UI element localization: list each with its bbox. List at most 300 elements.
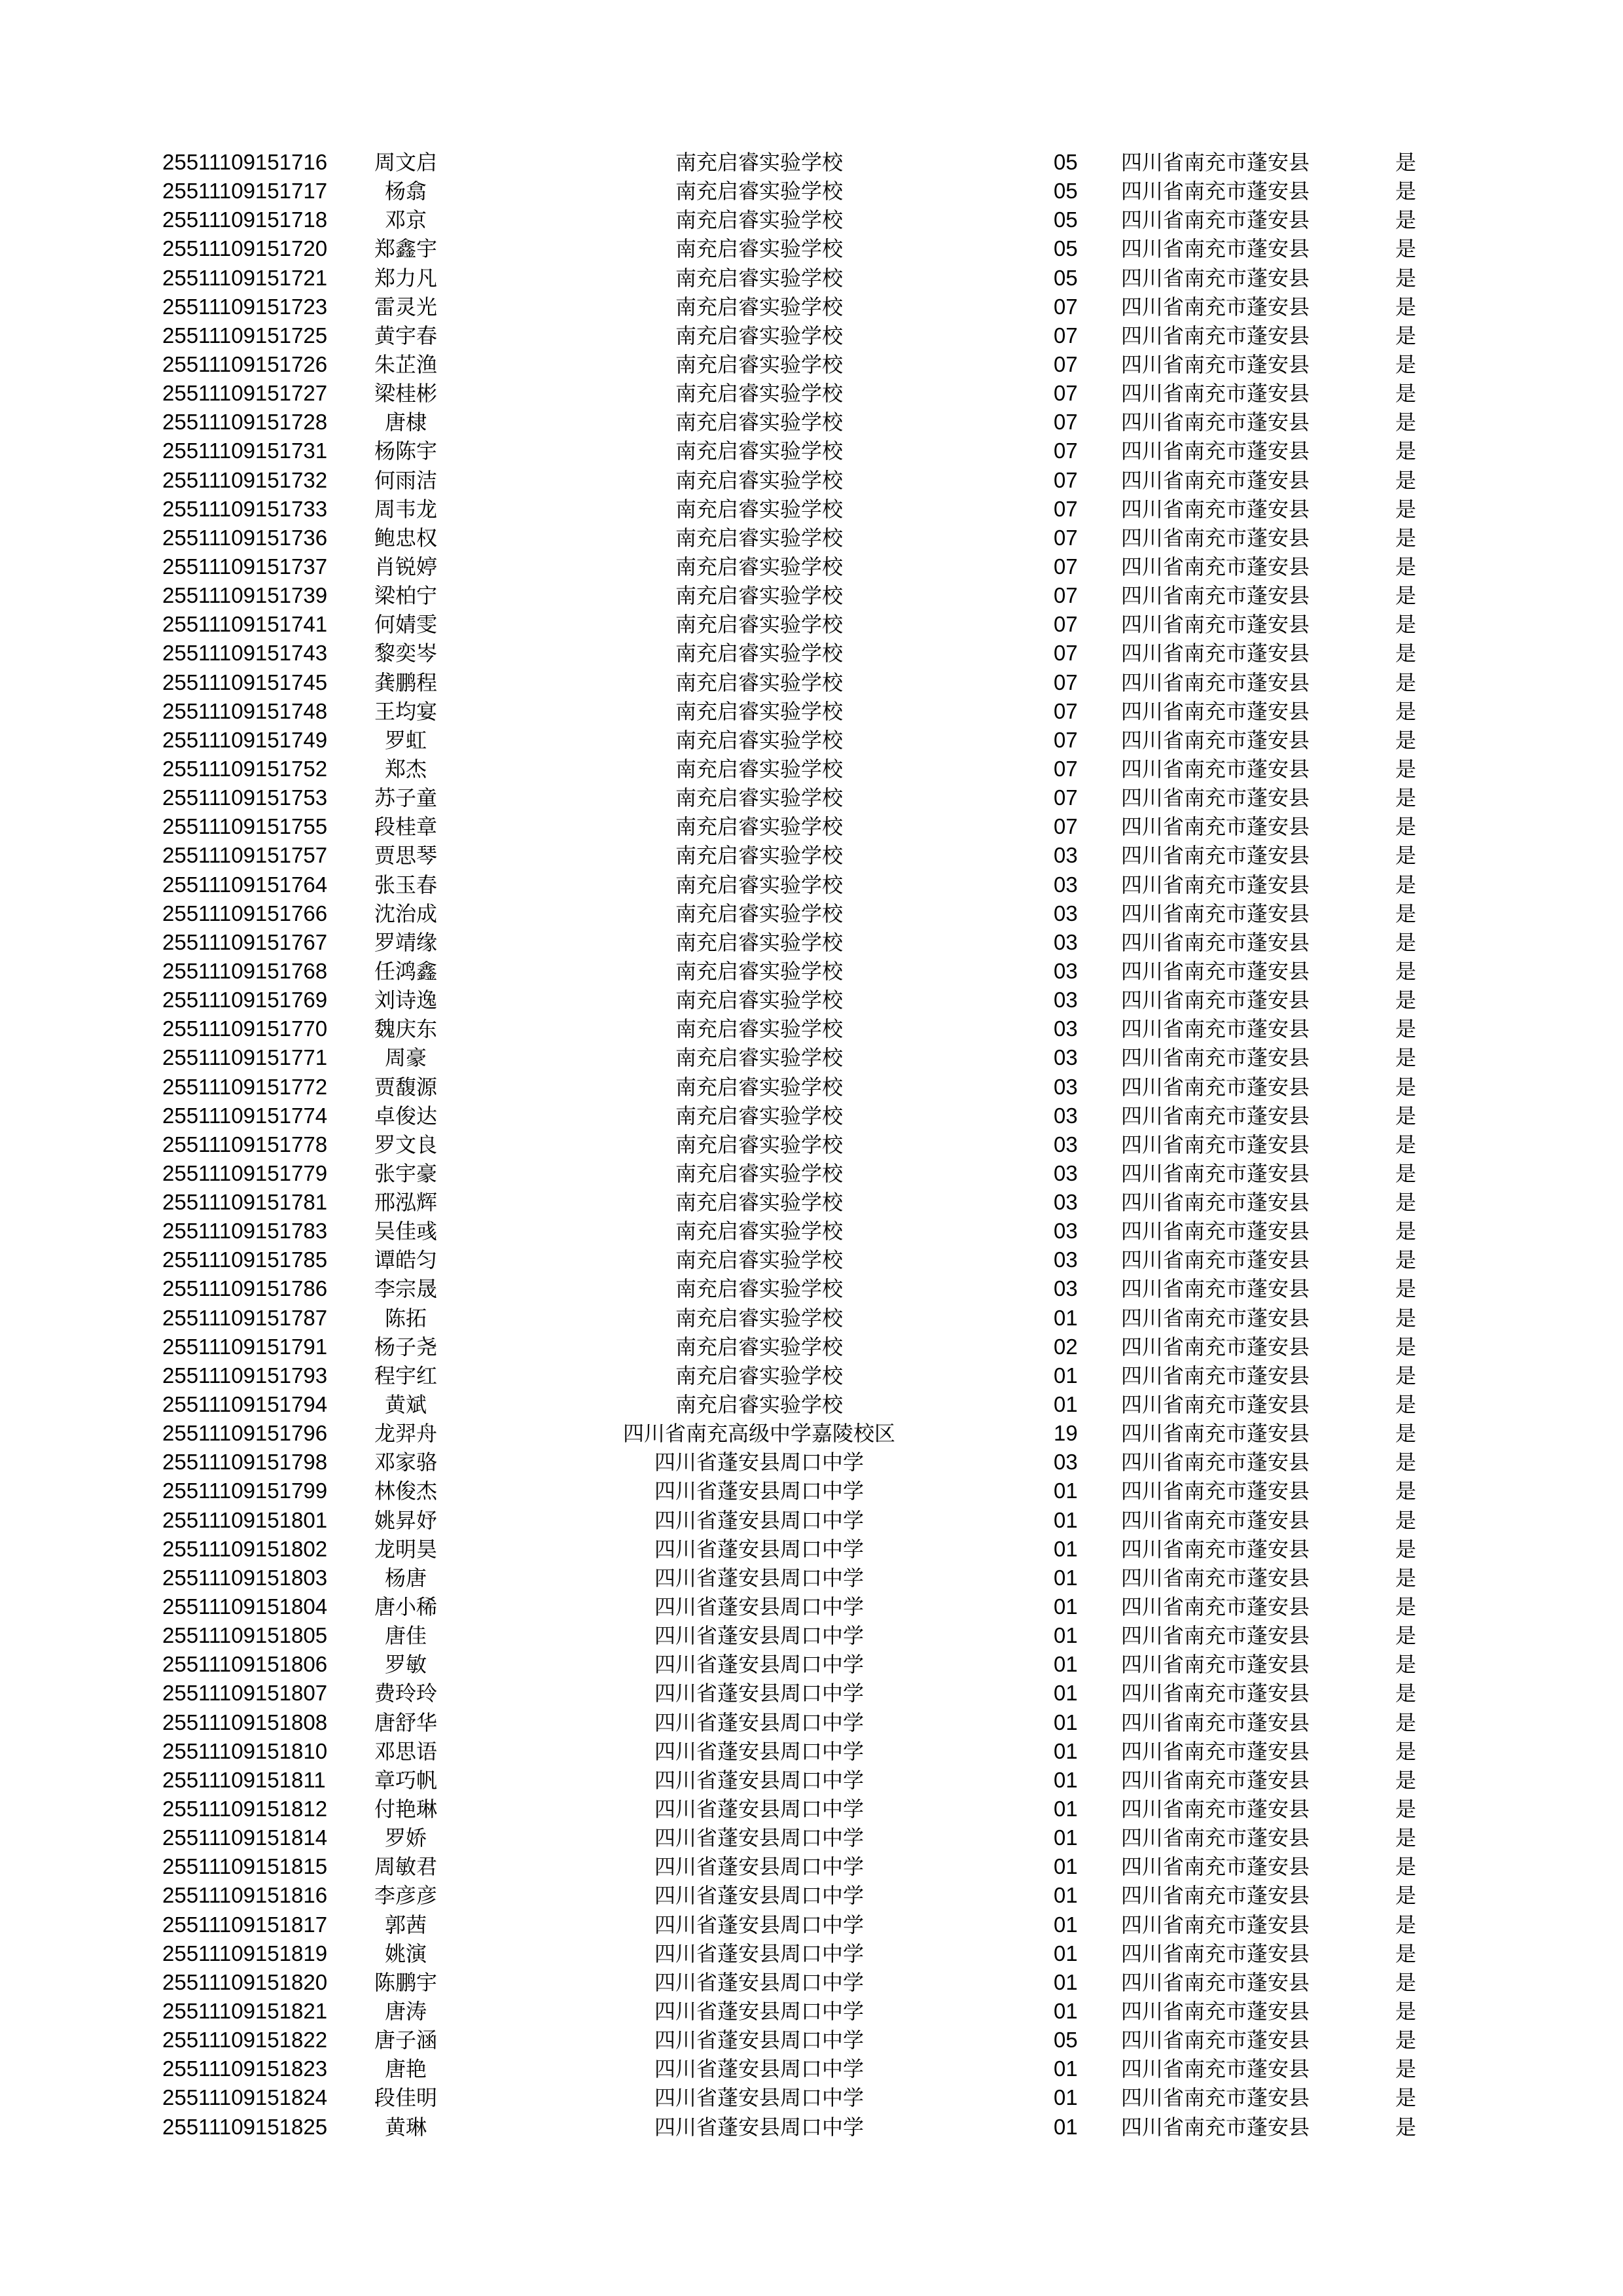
table-row bbox=[0, 1650, 1623, 1679]
flag-cell: 是 bbox=[1395, 496, 1417, 522]
flag-cell: 是 bbox=[1395, 958, 1417, 984]
name-cell: 陈鹏宇 bbox=[374, 1969, 437, 1995]
student-id-cell: 25511109151733 bbox=[162, 496, 328, 521]
student-id-cell: 25511109151825 bbox=[162, 2114, 328, 2139]
code-cell: 03 bbox=[1054, 929, 1078, 954]
school-cell: 南充启睿实验学校 bbox=[675, 236, 843, 262]
code-cell: 05 bbox=[1054, 265, 1078, 290]
name-cell: 张宇豪 bbox=[374, 1160, 437, 1186]
table-row bbox=[0, 1737, 1623, 1766]
flag-cell: 是 bbox=[1395, 1132, 1417, 1157]
code-cell: 05 bbox=[1054, 236, 1078, 261]
table-row bbox=[0, 293, 1623, 321]
region-cell: 四川省南充市蓬安县 bbox=[1121, 1160, 1310, 1186]
school-cell: 南充启睿实验学校 bbox=[675, 525, 843, 550]
code-cell: 01 bbox=[1054, 1623, 1078, 1648]
name-cell: 付艳琳 bbox=[374, 1797, 437, 1822]
school-cell: 南充启睿实验学校 bbox=[675, 351, 843, 377]
student-id-cell: 25511109151770 bbox=[162, 1016, 328, 1041]
name-cell: 费玲玲 bbox=[374, 1681, 437, 1706]
flag-cell: 是 bbox=[1395, 872, 1417, 897]
school-cell: 南充启睿实验学校 bbox=[675, 150, 843, 175]
table-row bbox=[0, 870, 1623, 899]
code-cell: 03 bbox=[1054, 1045, 1078, 1070]
name-cell: 李彦彦 bbox=[374, 1883, 437, 1909]
code-cell: 07 bbox=[1054, 525, 1078, 550]
school-cell: 南充启睿实验学校 bbox=[675, 1247, 843, 1273]
table-row bbox=[0, 1188, 1623, 1217]
flag-cell: 是 bbox=[1395, 351, 1417, 377]
region-cell: 四川省南充市蓬安县 bbox=[1121, 1479, 1310, 1504]
name-cell: 龙明昊 bbox=[374, 1536, 437, 1562]
code-cell: 07 bbox=[1054, 323, 1078, 348]
name-cell: 罗娇 bbox=[384, 1825, 427, 1851]
school-cell: 南充启睿实验学校 bbox=[675, 1190, 843, 1215]
school-cell: 南充启睿实验学校 bbox=[675, 641, 843, 666]
table-row bbox=[0, 986, 1623, 1014]
school-cell: 南充启睿实验学校 bbox=[675, 612, 843, 637]
region-cell: 四川省南充市蓬安县 bbox=[1121, 2114, 1310, 2140]
flag-cell: 是 bbox=[1395, 2085, 1417, 2111]
flag-cell: 是 bbox=[1395, 410, 1417, 435]
code-cell: 01 bbox=[1054, 1854, 1078, 1879]
code-cell: 03 bbox=[1054, 1074, 1078, 1099]
table-row bbox=[0, 697, 1623, 726]
flag-cell: 是 bbox=[1395, 1912, 1417, 1937]
student-id-cell: 25511109151725 bbox=[162, 323, 328, 348]
region-cell: 四川省南充市蓬安县 bbox=[1121, 323, 1310, 348]
flag-cell: 是 bbox=[1395, 1854, 1417, 1880]
school-cell: 南充启睿实验学校 bbox=[675, 1132, 843, 1157]
name-cell: 林俊杰 bbox=[374, 1479, 437, 1504]
region-cell: 四川省南充市蓬安县 bbox=[1121, 1074, 1310, 1100]
school-cell: 南充启睿实验学校 bbox=[675, 785, 843, 811]
region-cell: 四川省南充市蓬安县 bbox=[1121, 1103, 1310, 1128]
flag-cell: 是 bbox=[1395, 1421, 1417, 1446]
table-row bbox=[0, 1621, 1623, 1650]
school-cell: 四川省蓬安县周口中学 bbox=[654, 1681, 864, 1706]
flag-cell: 是 bbox=[1395, 236, 1417, 262]
flag-cell: 是 bbox=[1395, 1363, 1417, 1388]
flag-cell: 是 bbox=[1395, 1045, 1417, 1071]
flag-cell: 是 bbox=[1395, 381, 1417, 406]
region-cell: 四川省南充市蓬安县 bbox=[1121, 554, 1310, 579]
code-cell: 03 bbox=[1054, 1247, 1078, 1272]
name-cell: 周豪 bbox=[384, 1045, 427, 1071]
student-id-cell: 25511109151801 bbox=[162, 1507, 328, 1532]
school-cell: 四川省蓬安县周口中学 bbox=[654, 1565, 864, 1590]
student-id-cell: 25511109151815 bbox=[162, 1854, 328, 1879]
student-id-cell: 25511109151786 bbox=[162, 1276, 328, 1301]
region-cell: 四川省南充市蓬安县 bbox=[1121, 1854, 1310, 1880]
school-cell: 南充启睿实验学校 bbox=[675, 814, 843, 840]
student-id-cell: 25511109151819 bbox=[162, 1941, 328, 1965]
student-id-cell: 25511109151799 bbox=[162, 1479, 328, 1503]
school-cell: 南充启睿实验学校 bbox=[675, 1219, 843, 1244]
name-cell: 姚演 bbox=[384, 1941, 427, 1966]
table-row bbox=[0, 2054, 1623, 2083]
code-cell: 01 bbox=[1054, 1797, 1078, 1821]
name-cell: 雷灵光 bbox=[374, 294, 437, 319]
school-cell: 四川省蓬安县周口中学 bbox=[654, 2028, 864, 2053]
school-cell: 南充启睿实验学校 bbox=[675, 410, 843, 435]
region-cell: 四川省南充市蓬安县 bbox=[1121, 1710, 1310, 1735]
flag-cell: 是 bbox=[1395, 525, 1417, 550]
flag-cell: 是 bbox=[1395, 929, 1417, 955]
flag-cell: 是 bbox=[1395, 1507, 1417, 1533]
flag-cell: 是 bbox=[1395, 1016, 1417, 1042]
name-cell: 黄斌 bbox=[384, 1392, 427, 1418]
student-id-cell: 25511109151816 bbox=[162, 1883, 328, 1908]
table-row bbox=[0, 2113, 1623, 2142]
region-cell: 四川省南充市蓬安县 bbox=[1121, 612, 1310, 637]
student-id-cell: 25511109151717 bbox=[162, 179, 328, 204]
table-row bbox=[0, 1766, 1623, 1795]
code-cell: 07 bbox=[1054, 410, 1078, 435]
flag-cell: 是 bbox=[1395, 1334, 1417, 1359]
school-cell: 南充启睿实验学校 bbox=[675, 207, 843, 233]
flag-cell: 是 bbox=[1395, 1797, 1417, 1822]
table-row bbox=[0, 755, 1623, 783]
table-row bbox=[0, 1823, 1623, 1852]
student-id-cell: 25511109151822 bbox=[162, 2028, 328, 2053]
table-row bbox=[0, 177, 1623, 206]
school-cell: 四川省蓬安县周口中学 bbox=[654, 2085, 864, 2111]
code-cell: 07 bbox=[1054, 612, 1078, 637]
name-cell: 贾思琴 bbox=[374, 843, 437, 869]
table-row bbox=[0, 610, 1623, 639]
code-cell: 05 bbox=[1054, 179, 1078, 204]
table-row bbox=[0, 1390, 1623, 1419]
region-cell: 四川省南充市蓬安县 bbox=[1121, 179, 1310, 204]
region-cell: 四川省南充市蓬安县 bbox=[1121, 727, 1310, 753]
name-cell: 黄琳 bbox=[384, 2114, 427, 2140]
name-cell: 唐涛 bbox=[384, 1999, 427, 2024]
table-row bbox=[0, 552, 1623, 581]
flag-cell: 是 bbox=[1395, 1825, 1417, 1851]
student-id-cell: 25511109151741 bbox=[162, 612, 328, 637]
table-row bbox=[0, 841, 1623, 870]
student-id-cell: 25511109151793 bbox=[162, 1363, 328, 1388]
school-cell: 南充启睿实验学校 bbox=[675, 467, 843, 493]
flag-cell: 是 bbox=[1395, 1941, 1417, 1966]
region-cell: 四川省南充市蓬安县 bbox=[1121, 1334, 1310, 1359]
name-cell: 郑杰 bbox=[384, 756, 427, 781]
region-cell: 四川省南充市蓬安县 bbox=[1121, 1450, 1310, 1475]
region-cell: 四川省南充市蓬安县 bbox=[1121, 1016, 1310, 1042]
name-cell: 何雨洁 bbox=[374, 467, 437, 493]
name-cell: 程宇红 bbox=[374, 1363, 437, 1388]
name-cell: 唐子涵 bbox=[374, 2028, 437, 2053]
name-cell: 黄宇春 bbox=[374, 323, 437, 348]
region-cell: 四川省南充市蓬安县 bbox=[1121, 2085, 1310, 2111]
student-id-cell: 25511109151755 bbox=[162, 814, 328, 839]
table-row bbox=[0, 1043, 1623, 1072]
table-row bbox=[0, 1014, 1623, 1043]
code-cell: 01 bbox=[1054, 1710, 1078, 1734]
school-cell: 南充启睿实验学校 bbox=[675, 179, 843, 204]
school-cell: 四川省蓬安县周口中学 bbox=[654, 1652, 864, 1677]
region-cell: 四川省南充市蓬安县 bbox=[1121, 439, 1310, 464]
region-cell: 四川省南充市蓬安县 bbox=[1121, 381, 1310, 406]
code-cell: 01 bbox=[1054, 1507, 1078, 1532]
student-id-cell: 25511109151749 bbox=[162, 727, 328, 752]
school-cell: 南充启睿实验学校 bbox=[675, 496, 843, 522]
student-id-cell: 25511109151767 bbox=[162, 929, 328, 954]
name-cell: 杨子尧 bbox=[374, 1334, 437, 1359]
region-cell: 四川省南充市蓬安县 bbox=[1121, 2056, 1310, 2082]
student-id-cell: 25511109151783 bbox=[162, 1219, 328, 1244]
name-cell: 杨陈宇 bbox=[374, 439, 437, 464]
code-cell: 01 bbox=[1054, 1738, 1078, 1763]
student-id-cell: 25511109151808 bbox=[162, 1710, 328, 1734]
code-cell: 01 bbox=[1054, 2114, 1078, 2139]
student-id-cell: 25511109151774 bbox=[162, 1103, 328, 1128]
school-cell: 南充启睿实验学校 bbox=[675, 988, 843, 1013]
name-cell: 姚昇妤 bbox=[374, 1507, 437, 1533]
flag-cell: 是 bbox=[1395, 439, 1417, 464]
region-cell: 四川省南充市蓬安县 bbox=[1121, 1941, 1310, 1966]
name-cell: 邓家骆 bbox=[374, 1450, 437, 1475]
student-id-cell: 25511109151718 bbox=[162, 207, 328, 232]
school-cell: 南充启睿实验学校 bbox=[675, 1016, 843, 1042]
student-id-cell: 25511109151764 bbox=[162, 872, 328, 897]
student-id-cell: 25511109151778 bbox=[162, 1132, 328, 1157]
flag-cell: 是 bbox=[1395, 1450, 1417, 1475]
region-cell: 四川省南充市蓬安县 bbox=[1121, 496, 1310, 522]
school-cell: 四川省蓬安县周口中学 bbox=[654, 1767, 864, 1793]
student-id-cell: 25511109151806 bbox=[162, 1652, 328, 1677]
school-cell: 四川省蓬安县周口中学 bbox=[654, 1883, 864, 1909]
flag-cell: 是 bbox=[1395, 265, 1417, 291]
table-row bbox=[0, 812, 1623, 841]
name-cell: 杨翕 bbox=[384, 179, 427, 204]
region-cell: 四川省南充市蓬安县 bbox=[1121, 1912, 1310, 1937]
student-id-cell: 25511109151787 bbox=[162, 1305, 328, 1330]
student-id-cell: 25511109151737 bbox=[162, 554, 328, 579]
region-cell: 四川省南充市蓬安县 bbox=[1121, 1305, 1310, 1331]
code-cell: 07 bbox=[1054, 496, 1078, 521]
flag-cell: 是 bbox=[1395, 988, 1417, 1013]
name-cell: 段佳明 bbox=[374, 2085, 437, 2111]
school-cell: 四川省蓬安县周口中学 bbox=[654, 1594, 864, 1620]
region-cell: 四川省南充市蓬安县 bbox=[1121, 1797, 1310, 1822]
name-cell: 唐艳 bbox=[384, 2056, 427, 2082]
student-id-cell: 25511109151791 bbox=[162, 1334, 328, 1359]
table-row bbox=[0, 1881, 1623, 1910]
region-cell: 四川省南充市蓬安县 bbox=[1121, 1045, 1310, 1071]
table-row bbox=[0, 2083, 1623, 2112]
name-cell: 任鸿鑫 bbox=[374, 958, 437, 984]
name-cell: 周韦龙 bbox=[374, 496, 437, 522]
school-cell: 南充启睿实验学校 bbox=[675, 843, 843, 869]
code-cell: 07 bbox=[1054, 698, 1078, 723]
school-cell: 四川省南充高级中学嘉陵校区 bbox=[622, 1421, 895, 1446]
school-cell: 四川省蓬安县周口中学 bbox=[654, 1969, 864, 1995]
code-cell: 01 bbox=[1054, 1392, 1078, 1417]
flag-cell: 是 bbox=[1395, 727, 1417, 753]
name-cell: 谭皓匀 bbox=[374, 1247, 437, 1273]
name-cell: 罗靖缘 bbox=[374, 929, 437, 955]
code-cell: 03 bbox=[1054, 1219, 1078, 1244]
flag-cell: 是 bbox=[1395, 1190, 1417, 1215]
code-cell: 01 bbox=[1054, 1479, 1078, 1503]
name-cell: 苏子童 bbox=[374, 785, 437, 811]
region-cell: 四川省南充市蓬安县 bbox=[1121, 351, 1310, 377]
name-cell: 梁桂彬 bbox=[374, 381, 437, 406]
name-cell: 朱芷渔 bbox=[374, 351, 437, 377]
student-id-cell: 25511109151731 bbox=[162, 439, 328, 463]
code-cell: 03 bbox=[1054, 1103, 1078, 1128]
table-row bbox=[0, 783, 1623, 812]
code-cell: 07 bbox=[1054, 670, 1078, 694]
name-cell: 邢泓辉 bbox=[374, 1190, 437, 1215]
flag-cell: 是 bbox=[1395, 1969, 1417, 1995]
region-cell: 四川省南充市蓬安县 bbox=[1121, 583, 1310, 609]
table-row bbox=[0, 1361, 1623, 1390]
table-row bbox=[0, 1333, 1623, 1361]
table-row bbox=[0, 524, 1623, 552]
code-cell: 01 bbox=[1054, 1969, 1078, 1994]
code-cell: 05 bbox=[1054, 2028, 1078, 2053]
region-cell: 四川省南充市蓬安县 bbox=[1121, 1276, 1310, 1302]
school-cell: 南充启睿实验学校 bbox=[675, 1074, 843, 1100]
region-cell: 四川省南充市蓬安县 bbox=[1121, 958, 1310, 984]
region-cell: 四川省南充市蓬安县 bbox=[1121, 2028, 1310, 2053]
student-id-cell: 25511109151812 bbox=[162, 1797, 328, 1821]
code-cell: 07 bbox=[1054, 554, 1078, 579]
region-cell: 四川省南充市蓬安县 bbox=[1121, 872, 1310, 897]
school-cell: 南充启睿实验学校 bbox=[675, 439, 843, 464]
table-row bbox=[0, 928, 1623, 957]
flag-cell: 是 bbox=[1395, 1276, 1417, 1302]
student-id-cell: 25511109151824 bbox=[162, 2085, 328, 2110]
flag-cell: 是 bbox=[1395, 1565, 1417, 1590]
flag-cell: 是 bbox=[1395, 1479, 1417, 1504]
flag-cell: 是 bbox=[1395, 294, 1417, 319]
code-cell: 07 bbox=[1054, 351, 1078, 376]
school-cell: 南充启睿实验学校 bbox=[675, 1363, 843, 1388]
flag-cell: 是 bbox=[1395, 785, 1417, 811]
region-cell: 四川省南充市蓬安县 bbox=[1121, 670, 1310, 695]
table-row bbox=[0, 1564, 1623, 1592]
flag-cell: 是 bbox=[1395, 1103, 1417, 1128]
region-cell: 四川省南充市蓬安县 bbox=[1121, 1421, 1310, 1446]
code-cell: 03 bbox=[1054, 1160, 1078, 1185]
region-cell: 四川省南充市蓬安县 bbox=[1121, 1536, 1310, 1562]
school-cell: 四川省蓬安县周口中学 bbox=[654, 1912, 864, 1937]
table-row bbox=[0, 1246, 1623, 1274]
code-cell: 07 bbox=[1054, 439, 1078, 463]
code-cell: 01 bbox=[1054, 1767, 1078, 1792]
student-id-cell: 25511109151769 bbox=[162, 988, 328, 1013]
region-cell: 四川省南充市蓬安县 bbox=[1121, 1767, 1310, 1793]
table-row bbox=[0, 1274, 1623, 1303]
flag-cell: 是 bbox=[1395, 612, 1417, 637]
name-cell: 吴佳彧 bbox=[374, 1219, 437, 1244]
flag-cell: 是 bbox=[1395, 2028, 1417, 2053]
student-id-cell: 25511109151804 bbox=[162, 1594, 328, 1619]
school-cell: 南充启睿实验学校 bbox=[675, 1334, 843, 1359]
student-id-cell: 25511109151753 bbox=[162, 785, 328, 810]
code-cell: 01 bbox=[1054, 2085, 1078, 2110]
table-row bbox=[0, 1535, 1623, 1564]
code-cell: 07 bbox=[1054, 641, 1078, 666]
table-row bbox=[0, 957, 1623, 986]
student-id-cell: 25511109151805 bbox=[162, 1623, 328, 1648]
student-id-cell: 25511109151811 bbox=[162, 1767, 326, 1792]
school-cell: 南充启睿实验学校 bbox=[675, 958, 843, 984]
table-row bbox=[0, 1997, 1623, 2026]
flag-cell: 是 bbox=[1395, 1681, 1417, 1706]
student-id-cell: 25511109151745 bbox=[162, 670, 328, 694]
region-cell: 四川省南充市蓬安县 bbox=[1121, 1652, 1310, 1677]
region-cell: 四川省南充市蓬安县 bbox=[1121, 1594, 1310, 1620]
student-id-cell: 25511109151821 bbox=[162, 1999, 328, 2023]
code-cell: 01 bbox=[1054, 1883, 1078, 1908]
table-row bbox=[0, 1159, 1623, 1188]
flag-cell: 是 bbox=[1395, 670, 1417, 695]
school-cell: 南充启睿实验学校 bbox=[675, 1305, 843, 1331]
name-cell: 唐小稀 bbox=[374, 1594, 437, 1620]
school-cell: 南充启睿实验学校 bbox=[675, 756, 843, 781]
region-cell: 四川省南充市蓬安县 bbox=[1121, 467, 1310, 493]
code-cell: 03 bbox=[1054, 1450, 1078, 1475]
flag-cell: 是 bbox=[1395, 756, 1417, 781]
code-cell: 07 bbox=[1054, 294, 1078, 319]
flag-cell: 是 bbox=[1395, 1247, 1417, 1273]
name-cell: 罗虹 bbox=[384, 727, 427, 753]
code-cell: 01 bbox=[1054, 1363, 1078, 1388]
table-row bbox=[0, 1968, 1623, 1997]
table-row bbox=[0, 899, 1623, 928]
school-cell: 四川省蓬安县周口中学 bbox=[654, 1854, 864, 1880]
code-cell: 01 bbox=[1054, 1999, 1078, 2023]
flag-cell: 是 bbox=[1395, 901, 1417, 926]
table-row bbox=[0, 1419, 1623, 1448]
school-cell: 南充启睿实验学校 bbox=[675, 1045, 843, 1071]
name-cell: 罗文良 bbox=[374, 1132, 437, 1157]
flag-cell: 是 bbox=[1395, 698, 1417, 724]
code-cell: 05 bbox=[1054, 150, 1078, 174]
code-cell: 01 bbox=[1054, 1305, 1078, 1330]
flag-cell: 是 bbox=[1395, 1999, 1417, 2024]
name-cell: 邓京 bbox=[384, 207, 427, 233]
student-id-cell: 25511109151721 bbox=[162, 265, 328, 290]
name-cell: 魏庆东 bbox=[374, 1016, 437, 1042]
name-cell: 肖锐婷 bbox=[374, 554, 437, 579]
table-row bbox=[0, 408, 1623, 437]
code-cell: 01 bbox=[1054, 1681, 1078, 1706]
region-cell: 四川省南充市蓬安县 bbox=[1121, 265, 1310, 291]
region-cell: 四川省南充市蓬安县 bbox=[1121, 410, 1310, 435]
flag-cell: 是 bbox=[1395, 1652, 1417, 1677]
region-cell: 四川省南充市蓬安县 bbox=[1121, 1738, 1310, 1764]
student-id-cell: 25511109151803 bbox=[162, 1565, 328, 1590]
name-cell: 卓俊达 bbox=[374, 1103, 437, 1128]
flag-cell: 是 bbox=[1395, 1883, 1417, 1909]
name-cell: 唐棣 bbox=[384, 410, 427, 435]
name-cell: 罗敏 bbox=[384, 1652, 427, 1677]
flag-cell: 是 bbox=[1395, 1623, 1417, 1649]
region-cell: 四川省南充市蓬安县 bbox=[1121, 1623, 1310, 1649]
flag-cell: 是 bbox=[1395, 1305, 1417, 1331]
code-cell: 03 bbox=[1054, 843, 1078, 868]
code-cell: 05 bbox=[1054, 207, 1078, 232]
school-cell: 南充启睿实验学校 bbox=[675, 1392, 843, 1418]
school-cell: 南充启睿实验学校 bbox=[675, 294, 843, 319]
student-id-cell: 25511109151766 bbox=[162, 901, 328, 925]
